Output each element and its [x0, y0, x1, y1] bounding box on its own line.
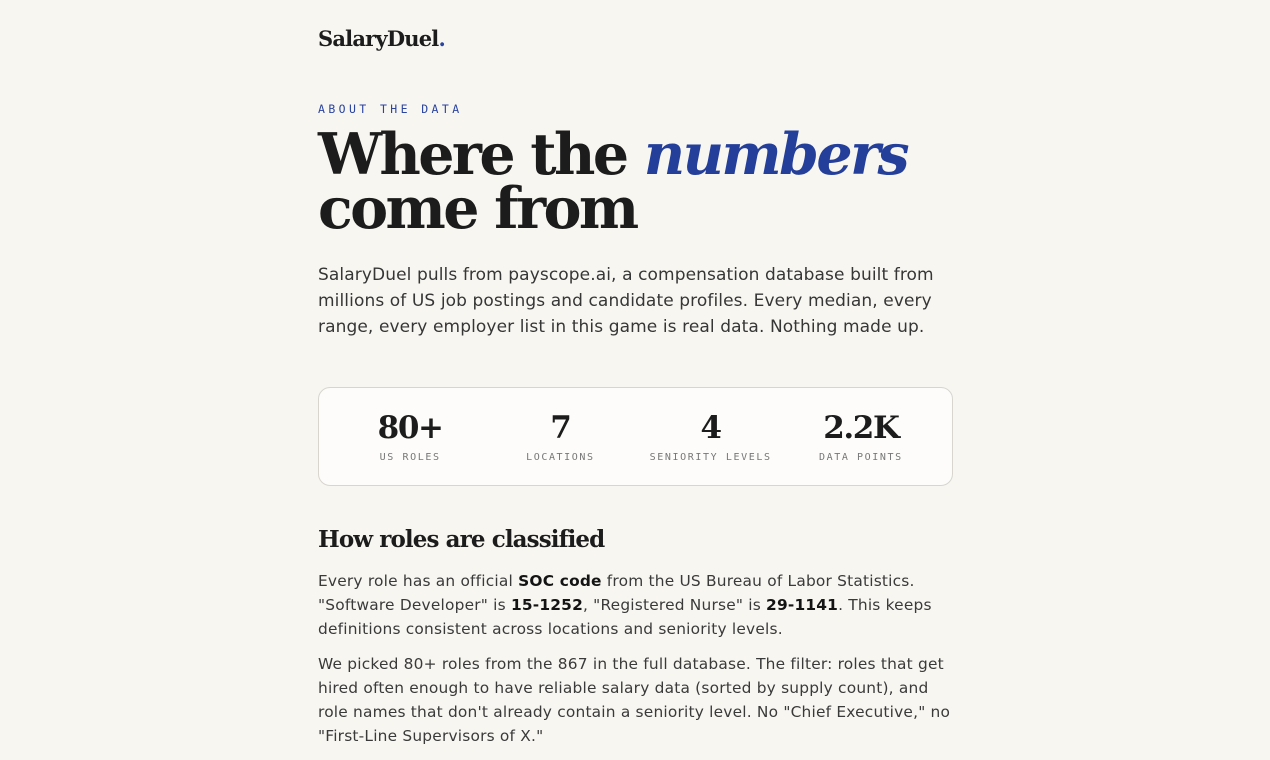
soc-code-registered-nurse: 29-1141 [766, 596, 839, 614]
logo[interactable] [318, 26, 445, 51]
text-segment: , "Registered Nurse" is [582, 596, 767, 614]
title-after: come from [318, 175, 637, 242]
logo-text: SalaryDuel [318, 26, 439, 51]
eyebrow-label: ABOUT THE DATA [318, 102, 463, 116]
stats-card [318, 387, 953, 486]
section-title: How roles are classified [318, 526, 605, 553]
stat-seniority-levels [636, 410, 786, 463]
classification-paragraph [318, 569, 958, 641]
text-segment: . This keeps definitions consistent across locations and seniority levels. [318, 596, 932, 638]
title-accent: numbers [643, 121, 907, 188]
stat-value: 4 [700, 410, 721, 446]
stat-label: LOCATIONS [526, 452, 595, 463]
stat-value: 80+ [377, 410, 443, 446]
stat-value: 7 [550, 410, 571, 446]
page-title [318, 121, 958, 242]
title-before: Where the [318, 121, 644, 188]
selection-paragraph: We picked 80+ roles from the 867 in the full database. The filter: roles that get hired often enough to have reliable salary data (sorted by supply count), and role names that don't already contain a seniority level. No "Chief Executive," no "First-Line Supervisors of X." [318, 655, 951, 745]
soc-code-term: SOC code [518, 572, 602, 590]
stat-us-roles [335, 410, 485, 463]
text-segment: from the US Bureau of Labor Statistics. "Software Developer" is [318, 572, 915, 614]
soc-code-software-developer: 15-1252 [510, 596, 583, 614]
stat-value: 2.2K [823, 410, 899, 446]
stat-label: DATA POINTS [818, 452, 903, 463]
stat-locations [485, 410, 635, 463]
stat-label: SENIORITY LEVELS [649, 452, 772, 463]
intro-paragraph: SalaryDuel pulls from payscope.ai, a compensation database built from millions of US job postings and candidate profiles. Every median, every range, every employer list in this game is real data. Nothing made up. [318, 265, 934, 337]
stat-data-points [786, 410, 936, 463]
text-segment: Every role has an official [318, 572, 519, 590]
logo-dot: . [438, 26, 445, 51]
stat-label: US ROLES [379, 452, 441, 463]
